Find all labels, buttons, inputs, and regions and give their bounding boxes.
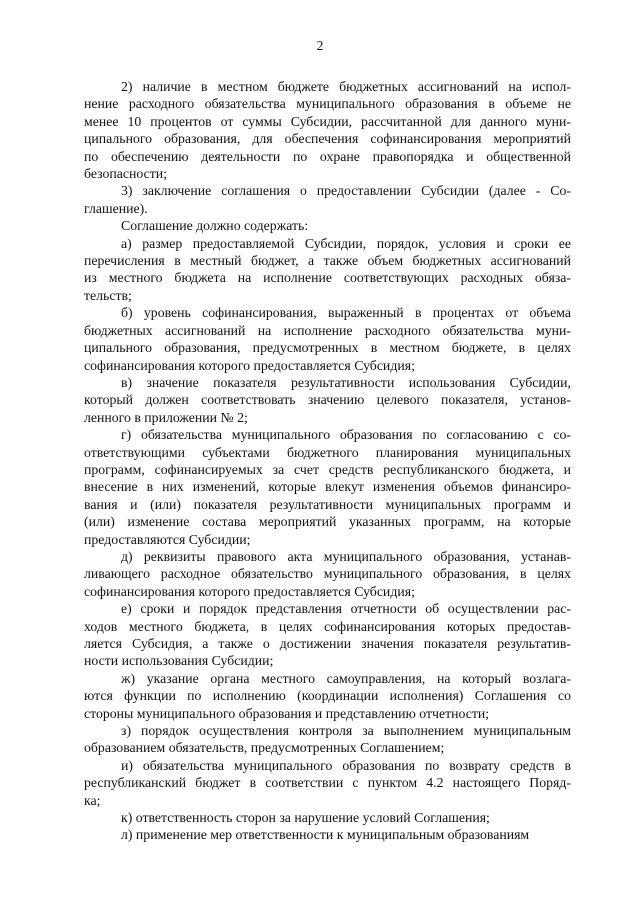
text-line: из местного бюджета на исполнение соответствующих расходных обяза- xyxy=(84,270,571,286)
text-line: в) значение показателя результативности использования Субсидии, xyxy=(121,374,571,390)
text-line: ленного в приложении № 2; xyxy=(84,409,248,425)
text-line: предоставляются Субсидии; xyxy=(84,531,251,547)
paragraph xyxy=(84,426,571,548)
paragraph xyxy=(84,600,571,670)
paragraph xyxy=(84,548,571,600)
text-line: ж) указание органа местного самоуправления, на который возлага- xyxy=(121,670,571,686)
paragraph xyxy=(84,809,571,826)
text-line: б) уровень софинансирования, выраженный в процентах от объема xyxy=(121,305,571,321)
paragraph xyxy=(84,670,571,722)
text-line: вания и (или) показателя результативности муниципальных программ и xyxy=(84,496,571,512)
text-line: и) обязательства муниципального образования по возврату средств в xyxy=(121,757,571,773)
paragraph xyxy=(84,304,571,374)
text-line: глашение). xyxy=(84,200,148,216)
text-line: ответствующими субъектами бюджетного планирования муниципальных xyxy=(84,444,571,460)
page-number: 2 xyxy=(316,38,324,53)
text-line: е) сроки и порядок представления отчетности об осуществлении рас- xyxy=(121,601,571,617)
paragraph xyxy=(84,235,571,305)
text-line: тельств; xyxy=(84,287,132,303)
text-line: нение расходного обязательства муниципального образования в объеме не xyxy=(84,96,571,112)
text-line: ности использования Субсидии; xyxy=(84,653,274,669)
text-line: программ, софинансируемых за счет средств республиканского бюджета, и xyxy=(84,461,571,477)
text-line: бюджетных ассигнований на исполнение расходного обязательства муни- xyxy=(84,322,571,338)
document-body xyxy=(84,78,571,844)
text-line: к) ответственность сторон за нарушение условий Соглашения; xyxy=(121,810,490,826)
text-line: 2) наличие в местном бюджете бюджетных ассигнований на испол- xyxy=(121,79,571,94)
text-line: Соглашение должно содержать: xyxy=(121,218,309,234)
text-line: республиканский бюджет в соответствии с пунктом 4.2 настоящего Поряд- xyxy=(84,775,571,791)
text-line: (или) изменение состава мероприятий указанных программ, на которые xyxy=(84,514,571,530)
text-line: стороны муниципального образования и представлению отчетности; xyxy=(84,705,490,721)
text-line: д) реквизиты правового акта муниципального образования, устанав- xyxy=(121,548,571,564)
paragraph xyxy=(84,722,571,757)
paragraph xyxy=(84,374,571,426)
text-line: по обеспечению деятельности по охране правопорядка и общественной xyxy=(84,148,571,164)
text-line: ципального образования, предусмотренных в местном бюджете, в целях xyxy=(84,340,571,356)
text-line: ливающего расходное обязательство муниципального образования, в целях xyxy=(84,566,571,582)
text-line: ка; xyxy=(84,792,101,808)
text-line: софинансирования которого предоставляется Субсидия; xyxy=(84,357,415,373)
text-line: л) применение мер ответственности к муниципальным образованиям xyxy=(121,827,530,843)
text-line: который должен соответствовать значению целевого показателя, установ- xyxy=(84,392,571,408)
text-line: перечисления в местный бюджет, а также объем бюджетных ассигнований xyxy=(84,253,571,269)
text-line: безопасности; xyxy=(84,166,168,182)
text-line: менее 10 процентов от суммы Субсидии, рассчитанной для данного муни- xyxy=(84,113,571,129)
paragraph xyxy=(84,78,571,182)
text-line: внесение в них изменений, которые влекут изменения объемов финансиро- xyxy=(84,479,571,495)
text-line: з) порядок осуществления контроля за выполнением муниципальным xyxy=(121,723,571,739)
text-line: ляется Субсидия, а также о достижении значения показателя результатив- xyxy=(84,636,571,651)
text-line: ципального образования, для обеспечения софинансирования мероприятий xyxy=(84,131,571,147)
paragraph xyxy=(84,182,571,217)
paragraph xyxy=(84,757,571,809)
text-line: г) обязательства муниципального образования по согласованию с со- xyxy=(121,427,571,443)
text-line: ходов местного бюджета, в целях софинансирования которых предостав- xyxy=(84,618,571,634)
text-line: а) размер предоставляемой Субсидии, порядок, условия и сроки ее xyxy=(121,235,571,251)
text-line: образованием обязательств, предусмотренных Соглашением; xyxy=(84,740,445,756)
text-line: софинансирования которого предоставляется Субсидия; xyxy=(84,583,415,599)
paragraph xyxy=(84,217,571,234)
text-line: ются функции по исполнению (координации исполнения) Соглашения со xyxy=(84,688,571,704)
text-line: 3) заключение соглашения о предоставлении Субсидии (далее - Со- xyxy=(121,183,571,199)
paragraph xyxy=(84,826,571,843)
